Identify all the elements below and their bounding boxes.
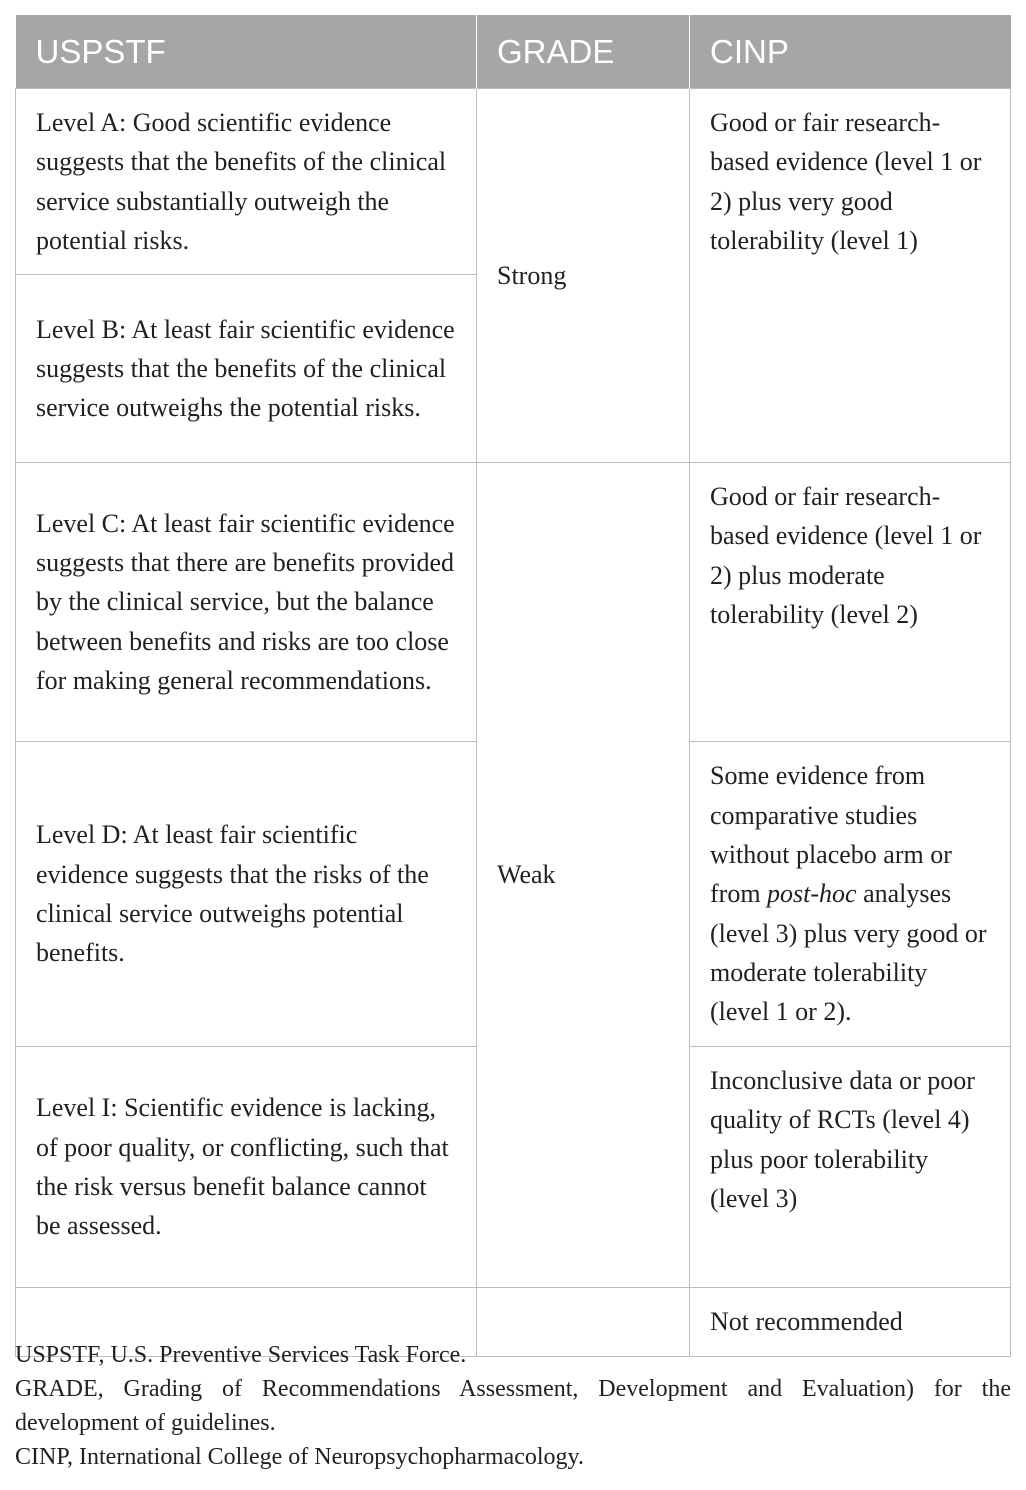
table-row — [16, 463, 1011, 742]
cinp-row-3-italic: post-hoc — [767, 879, 857, 909]
header-row — [16, 15, 1011, 89]
grade-strong: Strong — [477, 89, 690, 463]
table-footnotes — [15, 1338, 1011, 1474]
cinp-row-3-text-b: analyses (level 3) plus very good or moderate tolerability (level 1 or 2). — [710, 879, 987, 1027]
cinp-not-recommended: Not recommended — [690, 1288, 1011, 1357]
uspstf-level-b: Level B: At least fair scientific evidence suggests that the benefits of the clinical service outweighs the potential risks. — [16, 275, 477, 463]
cinp-row-3-text-a: Some evidence from comparative studies without placebo arm or from — [710, 761, 952, 909]
recommendation-grading-table — [15, 15, 1011, 1357]
footnote-uspstf: USPSTF, U.S. Preventive Services Task Force. — [15, 1342, 467, 1368]
header-grade: GRADE — [477, 15, 690, 89]
uspstf-level-d: Level D: At least fair scientific evidence suggests that the risks of the clinical service outweighs potential benefits. — [16, 742, 477, 1047]
footnote-grade: GRADE, Grading of Recommendations Assessment, Development and Evaluation) for the development of guidelines. — [15, 1376, 1011, 1436]
uspstf-level-c: Level C: At least fair scientific evidence suggests that there are benefits provided by the clinical service, but the balance between benefits and risks are too close for making general recommendations. — [16, 463, 477, 742]
uspstf-level-a: Level A: Good scientific evidence suggests that the benefits of the clinical service substantially outweigh the potential risks. — [16, 89, 477, 275]
header-uspstf: USPSTF — [16, 15, 477, 89]
cinp-row-1: Good or fair research-based evidence (level 1 or 2) plus very good tolerability (level 1) — [690, 89, 1011, 463]
uspstf-level-i: Level I: Scientific evidence is lacking, of poor quality, or conflicting, such that the risk versus benefit balance cannot be assessed. — [16, 1047, 477, 1288]
table-row — [16, 89, 1011, 275]
cinp-row-4: Inconclusive data or poor quality of RCTs (level 4) plus poor tolerability (level 3) — [690, 1047, 1011, 1288]
grade-weak: Weak — [477, 463, 690, 1288]
footnote-cinp: CINP, International College of Neuropsychopharmacology. — [15, 1444, 584, 1470]
cinp-row-2: Good or fair research-based evidence (level 1 or 2) plus moderate tolerability (level 2) — [690, 463, 1011, 742]
header-cinp: CINP — [690, 15, 1011, 89]
cinp-row-3 — [690, 742, 1011, 1047]
